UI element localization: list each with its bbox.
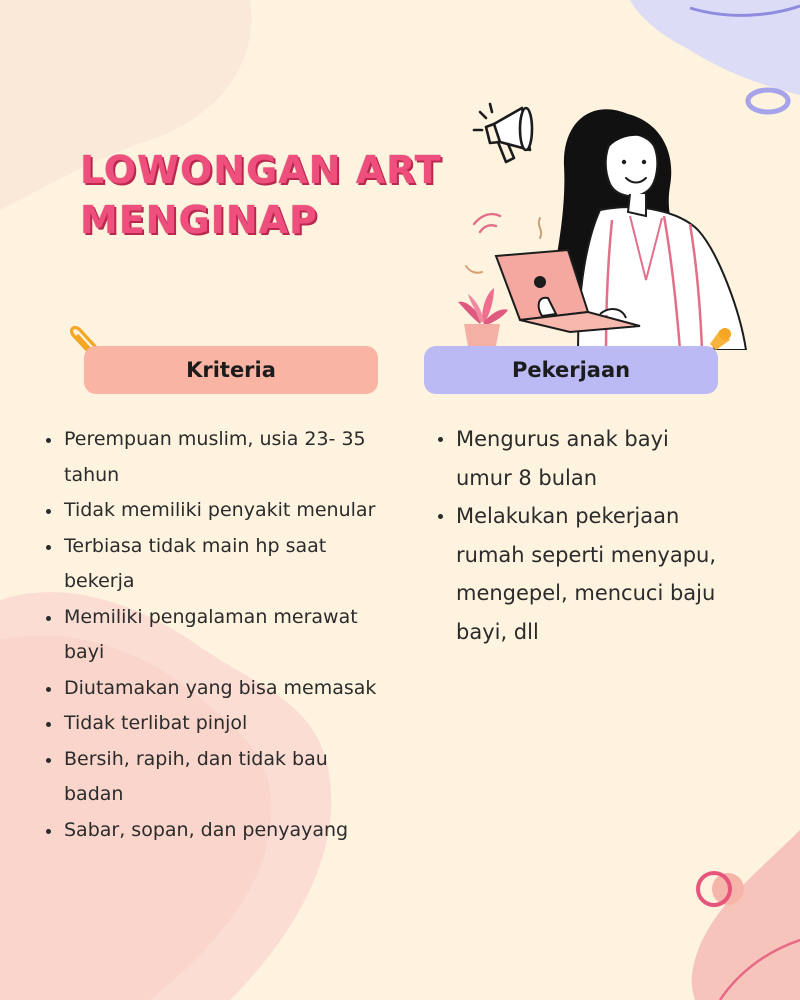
plant-icon	[454, 280, 510, 350]
page-title-line-2: MENGINAP	[80, 198, 318, 242]
list-item: Perempuan muslim, usia 23- 35 tahun	[46, 422, 386, 493]
list-item: Tidak terlibat pinjol	[46, 706, 386, 742]
list-item: Bersih, rapih, dan tidak bau badan	[46, 742, 386, 813]
list-item: Memiliki pengalaman merawat bayi	[46, 600, 386, 671]
rings-bottom-right-icon	[690, 865, 754, 917]
list-item: Sabar, sopan, dan penyayang	[46, 813, 386, 849]
list-item: Diutamakan yang bisa memasak	[46, 671, 386, 707]
pekerjaan-list	[438, 420, 728, 651]
pekerjaan-label: Pekerjaan	[424, 346, 718, 394]
page-title-line-1: LOWONGAN ART	[80, 148, 442, 192]
list-item: Tidak memiliki penyakit menular	[46, 493, 386, 529]
list-item: Terbiasa tidak main hp saat bekerja	[46, 529, 386, 600]
kriteria-label: Kriteria	[84, 346, 378, 394]
list-item: Mengurus anak bayi umur 8 bulan	[438, 420, 728, 497]
list-item: Melakukan pekerjaan rumah seperti menyapu, mengepel, mencuci baju bayi, dll	[438, 497, 728, 651]
kriteria-list	[46, 422, 386, 848]
